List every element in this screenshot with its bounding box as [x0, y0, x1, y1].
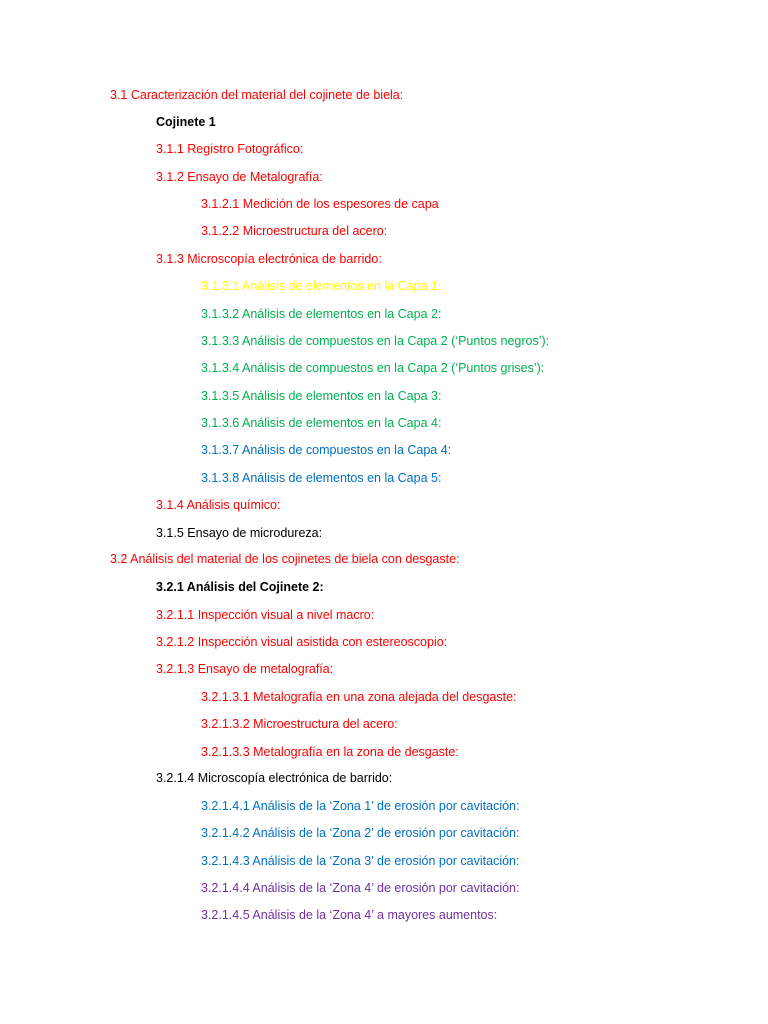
outline-line: 3.2.1.4 Microscopía electrónica de barrido: — [156, 771, 393, 785]
outline-line: 3.1 Caracterización del material del cojinete de biela: — [110, 88, 404, 102]
outline-line: 3.2.1.1 Inspección visual a nivel macro: — [156, 608, 375, 622]
outline-line: 3.1.3.2 Análisis de elementos en la Capa 2: — [201, 307, 442, 321]
outline-line: 3.1.3 Microscopía electrónica de barrido: — [156, 252, 382, 266]
outline-line: 3.1.3.1 Análisis de elementos en la Capa 1: — [201, 279, 442, 293]
outline-line: Cojinete 1 — [156, 115, 216, 129]
outline-line: 3.2.1.4.4 Análisis de la ‘Zona 4’ de erosión por cavitación: — [201, 881, 520, 895]
outline-line: 3.1.3.7 Análisis de compuestos en la Capa 4: — [201, 443, 452, 457]
outline-line: 3.2.1.3 Ensayo de metalografía: — [156, 662, 334, 676]
outline-line: 3.2.1.4.5 Análisis de la ‘Zona 4’ a mayores aumentos: — [201, 908, 498, 922]
outline-line: 3.2.1 Análisis del Cojinete 2: — [156, 580, 324, 594]
outline-line: 3.2.1.4.1 Análisis de la ‘Zona 1’ de erosión por cavitación: — [201, 799, 520, 813]
outline-line: 3.2.1.3.2 Microestructura del acero: — [201, 717, 398, 731]
outline-line: 3.2.1.4.2 Análisis de la ‘Zona 2’ de erosión por cavitación: — [201, 826, 520, 840]
outline-line: 3.1.3.3 Análisis de compuestos en la Capa 2 (‘Puntos negros’): — [201, 334, 550, 348]
outline-line: 3.2.1.3.1 Metalografía en una zona alejada del desgaste: — [201, 690, 517, 704]
outline-line: 3.2.1.2 Inspección visual asistida con estereoscopio: — [156, 635, 448, 649]
outline-line: 3.1.5 Ensayo de microdureza: — [156, 526, 323, 540]
outline-line: 3.1.2.1 Medición de los espesores de capa — [201, 197, 439, 211]
outline-line: 3.2.1.3.3 Metalografía en la zona de desgaste: — [201, 745, 459, 759]
outline-line: 3.2.1.4.3 Análisis de la ‘Zona 3’ de erosión por cavitación: — [201, 854, 520, 868]
outline-line: 3.1.2.2 Microestructura del acero: — [201, 224, 388, 238]
outline-line: 3.1.3.8 Análisis de elementos en la Capa 5: — [201, 471, 442, 485]
outline-line: 3.1.2 Ensayo de Metalografía: — [156, 170, 323, 184]
outline-line: 3.1.3.6 Análisis de elementos en la Capa 4: — [201, 416, 442, 430]
outline-line: 3.1.1 Registro Fotográfico: — [156, 142, 304, 156]
outline-line: 3.1.3.4 Análisis de compuestos en la Capa 2 (‘Puntos grises’): — [201, 361, 545, 375]
outline-line: 3.1.4 Análisis químico: — [156, 498, 281, 512]
outline-line: 3.2 Análisis del material de los cojinetes de biela con desgaste: — [110, 552, 460, 566]
outline-line: 3.1.3.5 Análisis de elementos en la Capa 3: — [201, 389, 442, 403]
